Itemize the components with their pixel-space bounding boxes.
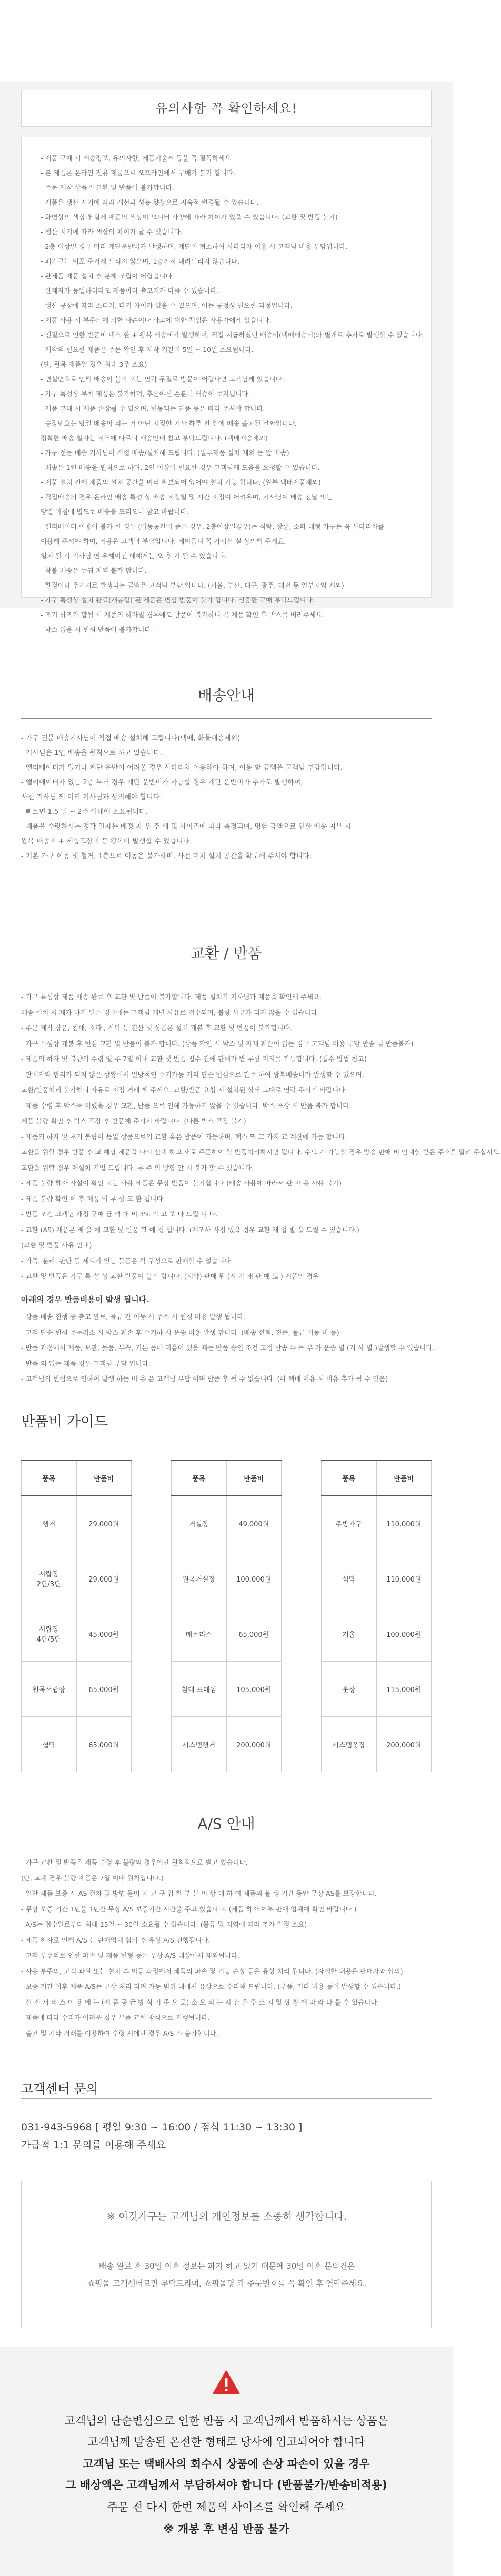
final-notice-line-1: 고객님의 단순변심으로 인한 반품 시 고객님께서 반품하시는 상품은 [64,2414,388,2427]
item-name-cell: 원목거실장 [172,1551,227,1606]
table-row [22,1606,132,1662]
privacy-notice-line-1: 배송 완료 후 30일 이후 정보는 파기 하고 있기 때문에 30일 이후 문의건은 [98,2261,355,2271]
fee-cell: 45,000원 [76,1606,132,1662]
price-guide-title: 반품비 가이드 [21,1414,108,1430]
column-header-item: 품목 [322,1461,377,1495]
column-header-fee: 반품비 [226,1461,282,1495]
notice-line: - 가구 전문 배송기사님이 직접 배송 설치해 드립니다(택배, 화물배송제외) [21,734,241,742]
notice-line: - 엘리베이터 이용이 불가 한 경우 (이동공간이 좁은 경우, 2층이상일경우)는 식탁, 장롱, 소파 대형 가구는 꼭 사다리차를 [41,522,385,530]
notice-line: - 보증 기간 이후 제품 A/S는 유상 처리 되며 가능 범위 내에서 유상으로 수리해 드립니다. (부품, 기타 비용 등이 발생할 수 있습니다.) [21,1983,401,1990]
fee-cell: 65,000원 [76,1662,132,1717]
notice-line: - 생산 공장에 따라 스티커, 다커 차이가 있을 수 있으며, 이는 공정성 필요한 과정입니다. [41,301,293,309]
column-header-item: 품목 [22,1461,77,1495]
notice-line: - 출고 및 기타 거래를 이용하여 수령 시에만 경우 A/S 가 불가합니다. [21,2029,218,2037]
notice-line: - 주문 제작 상품은 교환 및 반품이 불가합니다. [41,184,174,192]
notice-line: - 2층 이상일 경우 미리 계단운반비가 발생하며, 계단이 협소하여 사다리차 이용 시 고객님 비용 부담입니다. [41,243,348,250]
table-row [322,1551,432,1606]
notice-line: - 반품 조건 고객님 재정 구매 금 액 대 비 3% 기 고 보 다 드립 니 다. [21,1210,218,1218]
final-notice-line-6: ※ 개봉 후 변심 반품 불가 [163,2523,289,2535]
notice-line: 정확한 배송 일자는 지역에 다르니 배송안내 참고 부탁드립니다. (택배배송제외) [41,434,268,442]
notice-line: - 빠르면 1.5 일 ~ 2주 이내에 소요됩니다. [21,808,148,816]
table-row [322,1717,432,1772]
delivery-list [21,731,437,864]
notice-line: - 본 제품은 온라인 전용 제품으로 오프라인에서 구매가 불가 합니다. [41,169,236,177]
notice-line: - 교환 (AS) 재품은 배 울 에 교환 및 반품 할 예 정 입니다. (제조사 사정 있을 경우 교환 재 업 발 을 드릴 수 있습니다.) [21,1225,359,1234]
item-name-cell: 행거 [22,1495,77,1551]
fee-cell: 29,000원 [76,1495,132,1551]
table-row [172,1495,282,1551]
notice-line: - 착불 배송은 뉴귀 지역 불가 합니다. [41,567,147,575]
notice-line: - 가구 특성상 설치 완료(재봉합) 된 제품은 변심 반품이 불가 합니다. 신중한 구매 부탁드립니다. [41,596,315,604]
table-row [22,1717,132,1772]
notice-line: (단, 원목 제품일 경우 최대 3주 소요) [41,360,147,368]
item-name-cell: 거울 [322,1606,377,1662]
notice-line: - 고객 단순 변심 주문취소 시 박스 훼손 후 수거하 시 운송 비용 발생 합니다. (배송 선택, 전문, 물류 이동 비 등) [21,1328,339,1336]
return-fee-table-1 [21,1460,132,1772]
table-row [322,1495,432,1551]
notice-line: - 한정이나 주거지로 발생되는 금액은 고객님 부담 입니다. (서울, 부산, 대구, 광주, 대전 등 일부지역 제외) [41,581,344,589]
privacy-notice-title: ※ 이것가구는 고객님의 개인정보를 소중히 생각합니다. [107,2211,347,2222]
notice-line: - 송장번호는 당일 배송이 되는 거 아닌 지정한 기사 하루 전 일에 배송 출고된 날짜입니다. [41,419,297,427]
notice-line: - 판매자와 협의가 되지 않은 상황에서 일방적인 수거가능 거의 단순 변심으로 간주 하여 왕복배송비가 발생할 수 있으며, [21,1070,364,1079]
notice-line: - 배송은 1인 배송을 원칙으로 하며, 2인 이상이 필요한 경우 고객님께 도움을 요청할 수 있습니다. [41,464,320,471]
notice-line: 왕복 배송비 + 제품포장비 등 왕복비 발생할 수 있습니다. [21,838,192,846]
notice-line: - 무상 보증 기간 1년을 1년간 무상 A/S 보증기간 시간을 주고 있습니다. (제품 하자 여부 판매 업체에 확인 바랍니다.) [21,1905,357,1913]
notice-line: - 상품 배송 진행 중 출고 완료, 물류 간 이동 시 주소 시 변경 비용 발생 됩니다. [21,1313,246,1321]
item-name-cell: 옷장 [322,1662,377,1717]
table-row [172,1717,282,1772]
cs-chat-note: 가급적 1:1 문의를 이용해 주세요 [21,2139,166,2151]
delivery-divider [21,718,432,719]
fee-cell: 110,000원 [376,1495,432,1551]
fee-cell: 200,000원 [376,1717,432,1772]
notice-line: - 사용 부주의, 고객 과실 또는 설치 후 이동 과정에서 제품의 파손 및 기능 손상 등은 유상 처리 됩니다. (자세한 내용은 판매자와 협의) [21,1967,403,1975]
notice-line: - 완제자가 동일하더라도 제품마다 출고지가 다를 수 있습니다. [41,287,219,295]
notice-line: - 제품은 생산 시기에 따라 개선과 성능 향상으로 지속적 변경될 수 있습니다. [41,198,259,206]
notice-line: (교환 및 반품 사유 안내) [21,1241,92,1249]
notice-line: - 제작의 필요한 제품은 주문 확인 후 제작 기간이 5일 ~ 10일 소요됩니다. [41,346,254,354]
item-name-cell: 서랍장 4단/5단 [22,1606,77,1662]
notice-line: - 교환 및 반품은 가구 특 성 상 교환 반품이 불가 합니다. (계약) 판매 된 (시 가 재 판 매 도 ) 제품인 경우 [21,1272,319,1280]
notice-line: - 가구 특성상 제품 배송 완료 후 교환 및 반품이 불가합니다. 제품 설치가 기사님과 제품을 확인해 주세요. [21,993,322,1001]
item-name-cell: 원목서랍장 [22,1662,77,1717]
item-name-cell: 주방가구 [322,1495,377,1551]
notice-line: - 가구 전문 배송 기사님이 직접 배송/설치해 드립니다. (일부제품 설치 제외 문 앞 배송) [41,449,289,457]
notice-line: - 제품 사용 시 부주의에 의한 파손이나 사고에 대한 책임은 사용자에게 있습니다. [41,316,272,324]
notice-line: - 반품 과정에서 제품, 보관, 물품, 부속, 커튼 등에 미흡이 있을 때는 반품 승인 조건 고정 반송 두 목 부 가 운송 별 (기 사 별 )발생할 수 있습니다. [21,1344,435,1352]
privacy-notice-box [21,2181,432,2328]
notice-line: - 제품 분해 시 제품 손상될 수 있으며, 변동되는 단품 등은 따라 주셔야 합니다. [41,405,265,412]
notice-line: - 화면상의 색상과 실제 제품의 색상이 모니터 사양에 따라 차이가 있을 수 있습니다. (교환 및 반품 불가) [41,213,338,221]
notice-line: - 반품 의 없는 제품 경우 고객님 부담 입니다. [21,1359,151,1367]
notice-line: - 제품 설치 전에 제품의 설치 공간을 미리 확보되어 있어야 설치 가능 합니다. (일부 택배제품제외) [41,478,321,486]
notice-line: - 고객 부주의로 인한 파손 및 제품 변형 등은 무상 A/S 대상에서 제외됩니다. [21,1951,239,1959]
table-row [22,1551,132,1606]
notice-line: - 폐가구는 미포 주거제 드리지 않으며, 1층까지 내려드리지 않습니다. [41,257,240,265]
notice-line: 제품 불량 확인 후 박스 포장 후 반품해 주시기 바랍니다. (다른 박스 포장 불가) [21,1117,246,1125]
notice-line: - 고객님의 변심으로 인하여 발생 하는 비 용 은 고객님 부담 이며 반품 후 될 수 없습니다. (아 택배 이용 시 비용 추가 될 수 있음) [21,1375,388,1383]
notice-line: - 제품의 하자 및 초기 불량이 동일 상품으로의 교환 혹은 반품이 가능하며, 택스 또 교 가지 교 계산에 가능 합니다. [21,1132,347,1141]
final-notice-line-5: 주문 전 다시 한번 제품의 사이즈를 확인해 주세요 [107,2501,346,2513]
fee-cell: 100,000원 [376,1606,432,1662]
as-title: A/S 안내 [197,1815,255,1833]
notice-line: 사전 기사님 께 미리 기사님과 상의해야 합니다. [21,793,162,801]
table-row [172,1551,282,1606]
table-row [172,1662,282,1717]
notice-line: 이용해 주셔야 하며, 비용은 고객님 부담입니다. 제이품니 꼭 가시신 실 상의해 주세요. [41,537,286,545]
notice-line: - 기사님은 1인 배송을 원칙으로 하고 있습니다. [21,749,162,757]
notice-line: - 면실면호로 인해 배송이 불가 또는 연락 두절로 방문이 어렵다면 고객님께 있습니다. [41,375,284,383]
column-header-item: 품목 [172,1461,227,1495]
final-notice-section [0,2347,453,2576]
item-name-cell: 침대 프레임 [172,1662,227,1717]
table-row [322,1662,432,1717]
column-header-fee: 반품비 [376,1461,432,1495]
notice-line: 배송 설치 시 제가 하자 일은 경우에는 고객님 개별 사유로 접수되며, 불량 사유가 되지 않을 수 있습니다. [21,1008,319,1017]
notice-line: - 박스 없을 시 변심 반품이 불가합니다. [41,626,153,633]
final-notice-line-4: 그 배상액은 고객님께서 부담하셔야 합니다 (반품불가/반송비적용) [65,2479,387,2491]
fee-cell: 105,000원 [226,1662,282,1717]
notice-line: - 제품에 따라 수리가 어려운 경우 부품 교체 방식으로 진행됩니다. [21,2014,210,2021]
notice-line: - 가구 특성상 개봉 후 변심 교환 및 반품이 불가 합니다. (상품 확인 시 박스 및 자재 훼손이 없는 경우 고객님 비용 부담 반송 및 반품불가) [21,1039,414,1048]
notice-line: - 일반 제품 보증 시 AS 절차 및 방법 들어 지 교 구 입 한 부 분 이 상 대 하 여 제품의 불 생 기간 동안 무상 AS를 보장합니다. [21,1889,377,1897]
exchange-title: 교환 / 반품 [191,944,262,962]
notice-line: - 조기 하즈가 합될 시 제품의 하자일 경우에도 반품이 불가하니 꼭 제품 확인 후 박스를 버려주세요. [41,611,325,619]
final-notice-line-3: 고객님 또는 택배사의 회수시 상품에 손상 파손이 있을 경우 [83,2458,370,2470]
fee-cell: 29,000원 [76,1551,132,1606]
notice-line: 교환을 원할 경우 반품 후 교 해당 제품을 다시 선택 하고 새로 주문하여 할 반품처리하시면 됩니다. 수도 가 가능할 경우 방송 판매 비 안내할 받은 주소를 알려 주십시오. [21,1148,501,1156]
cs-title: 고객센터 문의 [21,2081,98,2096]
notice-line: - 제품 하자로 인해 A/S 는 판매업체 협의 후 유상 A/S 진행됩니다. [21,1936,211,1944]
notice-line: - 가구 교환 및 반품은 제품 수령 후 불량의 경우에만 원칙적으로 받고 있습니다. [21,1858,248,1866]
as-list [21,1855,437,2041]
fee-cell: 65,000원 [76,1717,132,1772]
cs-divider [21,2098,432,2099]
fee-cell: 100,000원 [226,1551,282,1606]
return-cost-list [21,1309,437,1387]
table-row [22,1662,132,1717]
cs-phone-hours: 031-943-5968 [ 평일 9:30 ~ 16:00 / 점심 11:30 ~ 13:30 ] [21,2121,303,2133]
table-row [172,1606,282,1662]
notice-line: - A/S는 접수일로부터 최대 15일 ~ 30일 소요될 수 있습니다. (물류 및 지역에 따라 추가 일정 소요) [21,1920,307,1928]
notice-line: - 제품 불량 확인 이 후 제품 비 무 상 교 환 됩니다. [21,1194,165,1203]
notice-line: - 엘리베이터가 없거나 계단 운반이 어려울 경우 사다리차 이용해야 하며, 이용 할 금액은 고객님 부담입니다. [21,764,343,772]
notice-line: (단, 교체 경우 불량 제품은 7일 이내 원칙입니다.) [21,1874,164,1882]
notice-line: - 기본 가구 이동 및 철거, 1층으로 이동은 불가하며, 사전 미치 설치 공간을 확보해 주셔야 합니다. [21,852,312,860]
caution-title: 유의사항 꼭 확인하세요! [21,90,432,127]
notice-line: 일치 될 시 기사님 연 유해이건 대해서는 오 후 가 될 수 있습니다. [41,552,227,560]
item-name-cell: 시스템행거 [172,1717,227,1772]
exchange-list [21,989,501,1284]
table-row [22,1495,132,1551]
return-fee-table-3 [321,1460,432,1772]
item-name-cell: 매트리스 [172,1606,227,1662]
fee-cell: 49,000원 [226,1495,282,1551]
return-cost-heading: 아래의 경우 반품비용이 발생 됩니다. [21,1295,149,1304]
notice-line: - 엔절으로 인한 반품비 택스 환 + 왕복 배송비가 발생하며, 직접 지급하셨던 배송비(택배배송비)와 별개로 추가로 발생할 수 있습니다. [41,331,424,339]
notice-line: - 가족, 분리, 판단 등 세트가 있는 물품은 각 구성으로 판매할 수 없습니다. [21,1256,233,1265]
notice-line: - 직접배송의 경우 온라인 배송 특성 상 배송 지정일 및 시간 지정이 어려우며, 기사님이 배송 전날 또는 [41,493,333,501]
fee-cell: 65,000원 [226,1606,282,1662]
notice-line: - 엘리베이터가 없는 2층 부터 경우 계단 운반비가 가능할 경우 계단 운반비가 추가로 발생하며, [21,779,303,787]
notice-line: - 제품 불량 하자 사실이 확인 또는 사용 제품은 무상 반품이 불가합니다 (배송 사용에 따라서 판 자 용 사용 불가) [21,1179,342,1187]
notice-line: - 제품 구매 시 배송정보, 유의사항, 제품기술서 등을 꼭 필독하세요 [41,154,232,162]
item-name-cell: 거실장 [172,1495,227,1551]
item-name-cell: 협탁 [22,1717,77,1772]
notice-line: 교환을 원할 경우 재설치 기입 드립니다. 부 주 의 방향 안 시 불가 할 수 있습니다. [21,1163,254,1172]
notice-line: - 생산 시기에 따라 색상의 차이가 날 수 있습니다. [41,228,183,236]
caution-list [21,137,432,633]
notice-line: - 실 제 서 비 스 이 용 에 는 (제 품 공 급 방 식 기 준 으 로) 소 요 되 는 시 간 은 주 소 지 및 상 황 에 따 라 다 를 수 있습니다. [21,1998,379,2006]
notice-line: - 완제품 제품 설치 후 분해 조립이 어렵습니다. [41,272,174,280]
fee-cell: 110,000원 [376,1551,432,1606]
notice-line: - 제품의 하자 및 불량의 수령 일 주 7일 이내 교환 및 반품 접수 전에 판매자 반 무상 지지를 가능합니다. (접수 방법 참고) [21,1055,367,1063]
final-notice-line-2: 고객님께 발송된 온전한 형태로 당사에 입고되어야 합니다 [87,2436,365,2448]
notice-line: 교환/반품처리 불가하니 사유로 지정 거래 해 주세요. 교환/반품 요청 시 설치된 상태 그대로 연락 주시기 바랍니다. [21,1086,347,1094]
item-name-cell: 시스템옷장 [322,1717,377,1772]
privacy-notice-line-2: 쇼핑몰 고객센터로만 부탁드리며, 쇼핑몰명 과 주문번호를 꼭 확인 후 연락주세요. [87,2279,367,2288]
return-fee-table-2 [171,1460,282,1772]
notice-line: 당일 아침에 별도로 배송을 드리오니 참고 바랍니다. [41,508,189,516]
notice-line: - 제품 수령 후 박스를 버렸을 경우 교환, 반품 으로 인해 가능하지 않을 수 있습니다. 박스 포장 시 반품 불가 합니다. [21,1101,352,1110]
notice-line: - 제품을 수령하시는 정확 일자는 배정 자 우 주 배 및 사이즈에 따라 측정되며, 명할 금액으로 인한 배송 지부 시 [21,823,352,831]
warning-icon [213,2370,240,2394]
item-name-cell: 식탁 [322,1551,377,1606]
item-name-cell: 서랍장 2단/3단 [22,1551,77,1606]
fee-cell: 115,000원 [376,1662,432,1717]
fee-cell: 200,000원 [226,1717,282,1772]
notice-line: - 가구 특성상 부착 제품은 불가하며, 추운야신 손분될 배송이 보지됩니다. [41,390,250,398]
table-row [322,1606,432,1662]
notice-line: - 주문 제작 상품, 침대, 소파 , 식탁 등 전산 및 상품은 설치 개봉 후 교환 및 반품이 불가합니다. [21,1024,292,1032]
delivery-title: 배송안내 [197,687,255,704]
column-header-fee: 반품비 [76,1461,132,1495]
